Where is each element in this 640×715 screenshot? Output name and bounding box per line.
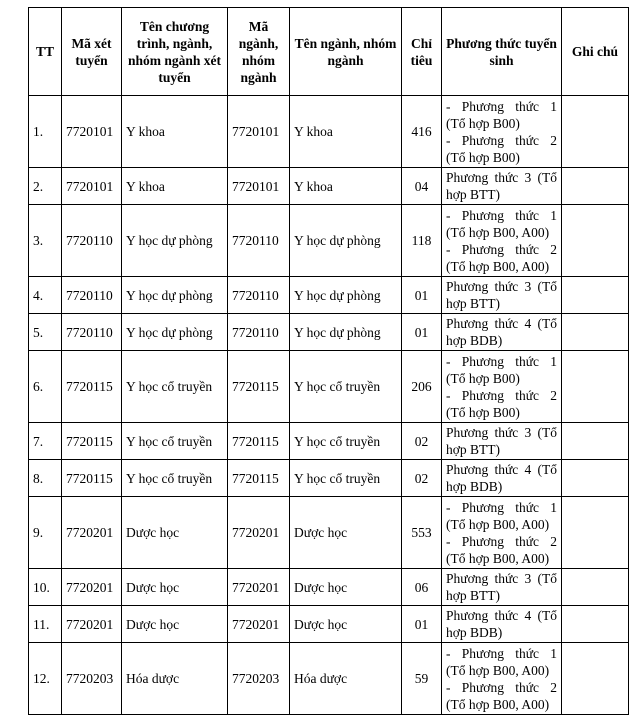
cell-ghi-chu — [562, 460, 629, 497]
cell-ghi-chu — [562, 351, 629, 423]
cell-ten-chuong-trinh: Y học dự phòng — [122, 277, 228, 314]
table-row — [29, 205, 629, 277]
table-row — [29, 569, 629, 606]
cell-ma-xet-tuyen: 7720115 — [62, 423, 122, 460]
cell-tt: 5. — [29, 314, 62, 351]
header-ghi-chu: Ghi chú — [562, 8, 629, 96]
cell-tt: 12. — [29, 643, 62, 715]
phuong-thuc-line: (Tổ hợp B00, A00) — [446, 516, 550, 532]
admission-table — [28, 7, 629, 715]
table-row — [29, 497, 629, 569]
cell-ma-xet-tuyen: 7720115 — [62, 460, 122, 497]
table-row — [29, 96, 629, 168]
cell-ma-nganh: 7720201 — [228, 569, 290, 606]
cell-chi-tieu: 01 — [402, 606, 442, 643]
phuong-thuc-line: Phương thức 4 (Tổ — [446, 316, 557, 331]
table-row — [29, 168, 629, 205]
phuong-thuc-line: - Phương thức 2 — [446, 241, 557, 257]
cell-phuong-thuc — [442, 423, 562, 460]
cell-tt: 8. — [29, 460, 62, 497]
table-row — [29, 423, 629, 460]
cell-ten-chuong-trinh: Y khoa — [122, 168, 228, 205]
phuong-thuc-line: (Tổ hợp B00) — [446, 115, 520, 131]
cell-chi-tieu: 01 — [402, 314, 442, 351]
cell-ten-nganh: Y học dự phòng — [290, 314, 402, 351]
table-row — [29, 277, 629, 314]
phuong-thuc-line: - Phương thức 2 — [446, 679, 557, 695]
cell-phuong-thuc — [442, 569, 562, 606]
cell-tt: 3. — [29, 205, 62, 277]
cell-ten-nganh: Dược học — [290, 569, 402, 606]
cell-tt: 2. — [29, 168, 62, 205]
cell-ten-chuong-trinh: Dược học — [122, 606, 228, 643]
cell-ghi-chu — [562, 168, 629, 205]
phuong-thuc-line: (Tổ hợp B00) — [446, 370, 520, 386]
cell-ma-nganh: 7720201 — [228, 497, 290, 569]
cell-ma-xet-tuyen: 7720110 — [62, 277, 122, 314]
cell-ten-nganh: Y học cổ truyền — [290, 351, 402, 423]
phuong-thuc-line: (Tổ hợp B00, A00) — [446, 224, 550, 240]
cell-tt: 11. — [29, 606, 62, 643]
cell-ten-nganh: Y học cổ truyền — [290, 460, 402, 497]
cell-ten-nganh: Dược học — [290, 497, 402, 569]
phuong-thuc-line: Phương thức 3 (Tổ — [446, 425, 557, 440]
cell-chi-tieu: 553 — [402, 497, 442, 569]
cell-ma-xet-tuyen: 7720201 — [62, 606, 122, 643]
phuong-thuc-line: hợp BDB) — [446, 625, 503, 640]
phuong-thuc-line: hợp BTT) — [446, 187, 501, 202]
cell-phuong-thuc — [442, 205, 562, 277]
cell-ten-chuong-trinh: Y học cổ truyền — [122, 460, 228, 497]
header-phuong-thuc: Phương thức tuyển sinh — [442, 8, 562, 96]
cell-ma-nganh: 7720110 — [228, 277, 290, 314]
cell-ma-nganh: 7720110 — [228, 314, 290, 351]
phuong-thuc-line: - Phương thức 1 — [446, 353, 557, 369]
phuong-thuc-line: Phương thức 3 (Tổ — [446, 170, 557, 185]
cell-tt: 7. — [29, 423, 62, 460]
cell-phuong-thuc — [442, 168, 562, 205]
cell-ten-nganh: Y khoa — [290, 168, 402, 205]
cell-tt: 1. — [29, 96, 62, 168]
cell-phuong-thuc — [442, 277, 562, 314]
phuong-thuc-line: hợp BTT) — [446, 442, 501, 457]
cell-ma-xet-tuyen: 7720101 — [62, 168, 122, 205]
phuong-thuc-line: hợp BTT) — [446, 588, 501, 603]
phuong-thuc-line: - Phương thức 1 — [446, 645, 557, 661]
cell-ten-nganh: Dược học — [290, 606, 402, 643]
cell-ma-xet-tuyen: 7720110 — [62, 205, 122, 277]
table-row — [29, 314, 629, 351]
cell-ghi-chu — [562, 569, 629, 606]
cell-chi-tieu: 01 — [402, 277, 442, 314]
cell-ma-nganh: 7720101 — [228, 168, 290, 205]
header-ten-nganh: Tên ngành, nhóm ngành — [290, 8, 402, 96]
header-ten-chuong-trinh: Tên chương trình, ngành, nhóm ngành xét tuyển — [122, 8, 228, 96]
cell-chi-tieu: 59 — [402, 643, 442, 715]
header-chi-tieu: Chỉ tiêu — [402, 8, 442, 96]
table-row — [29, 643, 629, 715]
cell-phuong-thuc — [442, 351, 562, 423]
phuong-thuc-line: - Phương thức 2 — [446, 387, 557, 403]
phuong-thuc-line: - Phương thức 2 — [446, 533, 557, 549]
cell-tt: 6. — [29, 351, 62, 423]
cell-phuong-thuc — [442, 96, 562, 168]
header-row — [29, 8, 629, 96]
cell-ten-nganh: Y học dự phòng — [290, 205, 402, 277]
cell-ghi-chu — [562, 497, 629, 569]
cell-chi-tieu: 118 — [402, 205, 442, 277]
cell-chi-tieu: 06 — [402, 569, 442, 606]
cell-ten-chuong-trinh: Y học dự phòng — [122, 314, 228, 351]
header-tt: TT — [29, 8, 62, 96]
cell-chi-tieu: 416 — [402, 96, 442, 168]
cell-ten-chuong-trinh: Y học cổ truyền — [122, 423, 228, 460]
phuong-thuc-line: - Phương thức 1 — [446, 499, 557, 515]
cell-ten-nganh: Y học dự phòng — [290, 277, 402, 314]
cell-ma-xet-tuyen: 7720201 — [62, 569, 122, 606]
cell-ma-xet-tuyen: 7720101 — [62, 96, 122, 168]
cell-chi-tieu: 02 — [402, 460, 442, 497]
cell-phuong-thuc — [442, 643, 562, 715]
cell-ma-nganh: 7720115 — [228, 351, 290, 423]
table-row — [29, 606, 629, 643]
cell-phuong-thuc — [442, 497, 562, 569]
phuong-thuc-line: (Tổ hợp B00, A00) — [446, 550, 550, 566]
cell-ten-nganh: Y học cổ truyền — [290, 423, 402, 460]
phuong-thuc-line: (Tổ hợp B00, A00) — [446, 258, 550, 274]
phuong-thuc-line: hợp BTT) — [446, 296, 501, 311]
cell-phuong-thuc — [442, 314, 562, 351]
cell-phuong-thuc — [442, 606, 562, 643]
cell-ghi-chu — [562, 205, 629, 277]
phuong-thuc-line: - Phương thức 1 — [446, 207, 557, 223]
phuong-thuc-line: hợp BDB) — [446, 479, 503, 494]
cell-ghi-chu — [562, 314, 629, 351]
cell-ma-xet-tuyen: 7720110 — [62, 314, 122, 351]
cell-ma-xet-tuyen: 7720203 — [62, 643, 122, 715]
table-row — [29, 460, 629, 497]
phuong-thuc-line: Phương thức 4 (Tổ — [446, 608, 557, 623]
table-row — [29, 351, 629, 423]
phuong-thuc-line: Phương thức 3 (Tổ — [446, 571, 557, 586]
phuong-thuc-line: (Tổ hợp B00, A00) — [446, 662, 550, 678]
cell-chi-tieu: 206 — [402, 351, 442, 423]
cell-ma-nganh: 7720101 — [228, 96, 290, 168]
phuong-thuc-line: Phương thức 3 (Tổ — [446, 279, 557, 294]
cell-chi-tieu: 04 — [402, 168, 442, 205]
cell-ten-nganh: Hóa dược — [290, 643, 402, 715]
cell-ghi-chu — [562, 606, 629, 643]
cell-ten-chuong-trinh: Dược học — [122, 497, 228, 569]
cell-ma-nganh: 7720203 — [228, 643, 290, 715]
cell-ma-nganh: 7720110 — [228, 205, 290, 277]
cell-ma-xet-tuyen: 7720201 — [62, 497, 122, 569]
phuong-thuc-line: (Tổ hợp B00) — [446, 149, 520, 165]
header-ma-nganh: Mã ngành, nhóm ngành — [228, 8, 290, 96]
cell-ten-chuong-trinh: Y học cổ truyền — [122, 351, 228, 423]
phuong-thuc-line: - Phương thức 2 — [446, 132, 557, 148]
cell-phuong-thuc — [442, 460, 562, 497]
cell-tt: 9. — [29, 497, 62, 569]
cell-ghi-chu — [562, 277, 629, 314]
phuong-thuc-line: (Tổ hợp B00) — [446, 404, 520, 420]
cell-ghi-chu — [562, 96, 629, 168]
cell-tt: 10. — [29, 569, 62, 606]
cell-ma-nganh: 7720115 — [228, 460, 290, 497]
phuong-thuc-line: - Phương thức 1 — [446, 98, 557, 114]
phuong-thuc-line: hợp BDB) — [446, 333, 503, 348]
phuong-thuc-line: (Tổ hợp B00, A00) — [446, 696, 550, 712]
cell-ten-nganh: Y khoa — [290, 96, 402, 168]
cell-ten-chuong-trinh: Y học dự phòng — [122, 205, 228, 277]
cell-ma-nganh: 7720115 — [228, 423, 290, 460]
cell-tt: 4. — [29, 277, 62, 314]
cell-ten-chuong-trinh: Y khoa — [122, 96, 228, 168]
cell-ten-chuong-trinh: Hóa dược — [122, 643, 228, 715]
cell-ghi-chu — [562, 643, 629, 715]
cell-ten-chuong-trinh: Dược học — [122, 569, 228, 606]
phuong-thuc-line: Phương thức 4 (Tổ — [446, 462, 557, 477]
header-ma-xet-tuyen: Mã xét tuyển — [62, 8, 122, 96]
cell-ma-nganh: 7720201 — [228, 606, 290, 643]
cell-ghi-chu — [562, 423, 629, 460]
cell-chi-tieu: 02 — [402, 423, 442, 460]
cell-ma-xet-tuyen: 7720115 — [62, 351, 122, 423]
